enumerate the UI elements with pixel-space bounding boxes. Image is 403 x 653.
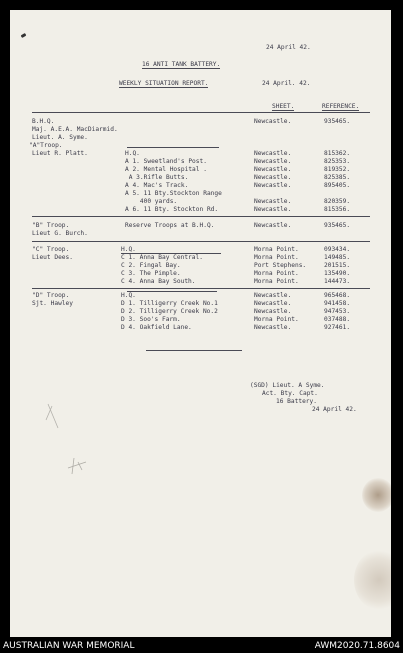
report-date: 24 April. 42.: [262, 80, 311, 87]
bhq-officer: Maj. A.E.A. MacDiarmid.: [32, 126, 118, 133]
position-label: H.Q.: [121, 246, 136, 253]
position-ref: 895405.: [324, 182, 351, 189]
column-header-sheet: SHEET.: [272, 103, 295, 110]
document-page: [10, 10, 391, 637]
position-label: D 3. Soo's Farm.: [121, 316, 181, 323]
signature-line: 24 April 42.: [312, 406, 357, 413]
stain: [354, 550, 391, 610]
position-label: H.Q.: [121, 292, 136, 299]
troop-officer: Lieut Dees.: [32, 254, 73, 261]
position-sheet: Newcastle.: [254, 206, 292, 213]
position-sheet: Newcastle.: [254, 300, 292, 307]
signature-line: Act. Bty. Capt.: [262, 390, 318, 397]
position-label: A 6. 11 Bty. Stockton Rd.: [125, 206, 219, 213]
position-ref: 144473.: [324, 278, 351, 285]
footer-accession: AWM2020.71.8604: [314, 641, 400, 651]
footer-institution: AUSTRALIAN WAR MEMORIAL: [3, 641, 135, 651]
bhq-ref: 935465.: [324, 118, 351, 125]
report-title: WEEKLY SITUATION REPORT.: [119, 80, 209, 87]
position-sheet: Newcastle.: [254, 198, 292, 205]
position-label: A 2. Mental Hospital .: [125, 166, 207, 173]
position-sheet: Newcastle.: [254, 166, 292, 173]
position-label: C 1. Anna Bay Central.: [121, 254, 203, 261]
position-ref: 815356.: [324, 206, 351, 213]
position-label: C 2. Fingal Bay.: [121, 262, 181, 269]
position-ref: 135490.: [324, 270, 351, 277]
ink-mark: [21, 33, 27, 38]
position-ref: 825385.: [324, 174, 351, 181]
troop-name: "D" Troop.: [32, 292, 70, 299]
archive-footer: [0, 637, 403, 653]
position-label: C 4. Anna Bay South.: [121, 278, 196, 285]
position-ref: 935465.: [324, 222, 351, 229]
position-label: A 5. 11 Bty.Stockton Range: [125, 190, 222, 197]
position-label: D 1. Tilligerry Creek No.1: [121, 300, 218, 307]
column-header-reference: REFERENCE.: [322, 103, 360, 110]
position-ref: 965468.: [324, 292, 351, 299]
section-rule: [32, 216, 370, 217]
position-ref: 037488.: [324, 316, 351, 323]
position-label: D 4. Oakfield Lane.: [121, 324, 192, 331]
position-ref: 927461.: [324, 324, 351, 331]
signature-line: 16 Battery.: [276, 398, 317, 405]
header-rule: [32, 112, 370, 113]
position-sheet: Newcastle.: [254, 222, 292, 229]
troop-officer: Lieut G. Burch.: [32, 230, 88, 237]
position-sheet: Morna Point.: [254, 246, 299, 253]
position-ref: 149485.: [324, 254, 351, 261]
troop-name: "B" Troop.: [32, 222, 70, 229]
position-label: A 1. Sweetland's Post.: [125, 158, 207, 165]
position-label: Reserve Troops at B.H.Q.: [125, 222, 215, 229]
bhq-label: B.H.Q.: [32, 118, 55, 125]
position-sheet: Newcastle.: [254, 174, 292, 181]
position-ref: 201515.: [324, 262, 351, 269]
position-sheet: Newcastle.: [254, 308, 292, 315]
position-label: D 2. Tilligerry Creek No.2: [121, 308, 218, 315]
troop-name: "A"Troop.: [29, 142, 63, 149]
position-label: A 3.Rifle Butts.: [125, 174, 189, 181]
position-ref: 947453.: [324, 308, 351, 315]
position-sheet: Port Stephens.: [254, 262, 307, 269]
position-ref: 825353.: [324, 158, 351, 165]
bhq-sheet: Newcastle.: [254, 118, 292, 125]
section-rule: [32, 241, 370, 242]
position-sheet: Morna Point.: [254, 316, 299, 323]
bhq-officer: Lieut. A. Syme.: [32, 134, 88, 141]
position-sheet: Newcastle.: [254, 150, 292, 157]
section-rule: [127, 147, 219, 148]
position-sheet: Morna Point.: [254, 278, 299, 285]
section-rule: [127, 291, 217, 292]
position-sheet: Newcastle.: [254, 182, 292, 189]
position-sheet: Newcastle.: [254, 158, 292, 165]
position-ref: 941458.: [324, 300, 351, 307]
troop-name: "C" Troop.: [32, 246, 70, 253]
date-top: 24 April 42.: [266, 44, 311, 51]
stain: [362, 478, 391, 512]
position-label: C 3. The Pimple.: [121, 270, 181, 277]
position-label: H.Q.: [125, 150, 140, 157]
position-ref: 819352.: [324, 166, 351, 173]
troop-officer: Lieut R. Platt.: [32, 150, 88, 157]
troop-officer: Sjt. Hawley: [32, 300, 73, 307]
signature-line: (SGD) Lieut. A Syme.: [250, 382, 325, 389]
position-sheet: Newcastle.: [254, 292, 292, 299]
position-sheet: Morna Point.: [254, 254, 299, 261]
position-label: 400 yards.: [125, 198, 178, 205]
closing-rule: [146, 350, 242, 351]
position-sheet: Morna Point.: [254, 270, 299, 277]
position-label: A 4. Mac's Track.: [125, 182, 189, 189]
unit-title: 16 ANTI TANK BATTERY.: [142, 61, 221, 68]
position-ref: 093434.: [324, 246, 351, 253]
position-sheet: Newcastle.: [254, 324, 292, 331]
section-rule: [32, 288, 370, 289]
position-ref: 815362.: [324, 150, 351, 157]
pencil-mark: [38, 400, 98, 490]
position-ref: 820359.: [324, 198, 351, 205]
